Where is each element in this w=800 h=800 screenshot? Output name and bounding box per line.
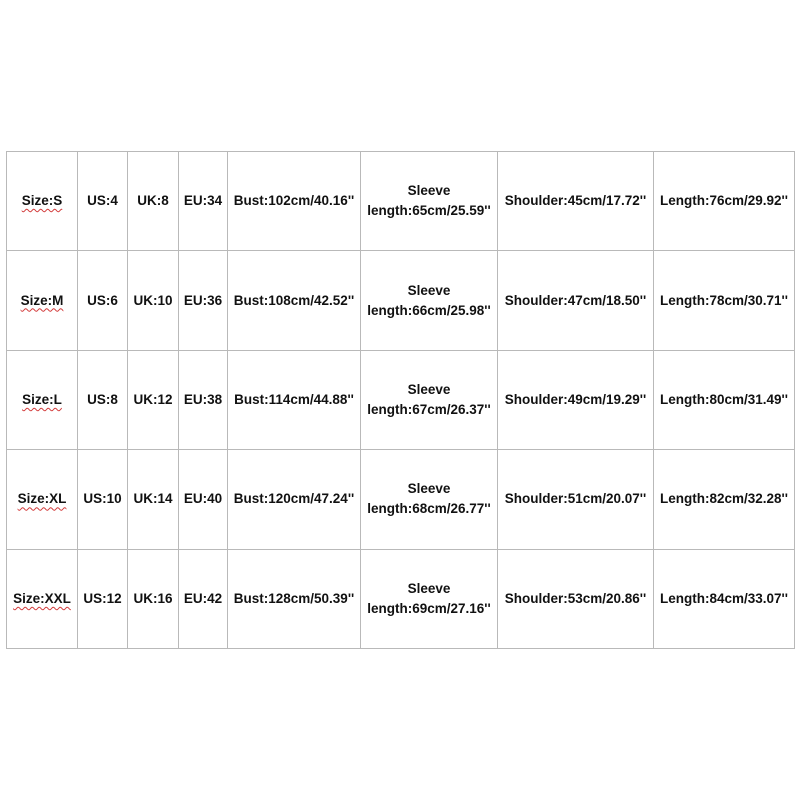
size-cell [7,549,78,648]
size-label: Size:M [20,292,64,308]
eu-size-cell: EU:34 [179,152,228,251]
sleeve-label: Sleeve [407,481,451,497]
size-cell [7,450,78,549]
us-size-cell: US:12 [78,549,128,648]
sleeve-value: length:69cm/27.16'' [367,600,491,616]
size-cell [7,350,78,449]
shoulder-cell: Shoulder:51cm/20.07'' [498,450,654,549]
shoulder-cell: Shoulder:53cm/20.86'' [498,549,654,648]
bust-cell: Bust:120cm/47.24'' [228,450,361,549]
size-label: Size:XXL [13,590,71,606]
eu-size-cell: EU:38 [179,350,228,449]
eu-size-cell: EU:40 [179,450,228,549]
size-chart-table [6,151,795,649]
sleeve-value: length:65cm/25.59'' [367,203,491,219]
length-cell: Length:78cm/30.71'' [654,251,795,350]
shoulder-cell: Shoulder:45cm/17.72'' [498,152,654,251]
sleeve-cell [361,350,498,449]
bust-cell: Bust:102cm/40.16'' [228,152,361,251]
eu-size-cell: EU:42 [179,549,228,648]
size-cell [7,251,78,350]
size-row-xxl [7,549,795,648]
uk-size-cell: UK:16 [128,549,179,648]
sleeve-label: Sleeve [407,183,451,199]
sleeve-value: length:68cm/26.77'' [367,501,491,517]
size-label: Size:L [22,391,62,407]
size-label: Size:XL [17,491,67,507]
sleeve-label: Sleeve [407,580,451,596]
length-cell: Length:76cm/29.92'' [654,152,795,251]
uk-size-cell: UK:14 [128,450,179,549]
length-cell: Length:84cm/33.07'' [654,549,795,648]
size-cell [7,152,78,251]
sleeve-value: length:66cm/25.98'' [367,302,491,318]
sleeve-label: Sleeve [407,381,451,397]
size-label: Size:S [21,193,63,209]
size-row-xl [7,450,795,549]
sleeve-cell [361,450,498,549]
sleeve-cell [361,152,498,251]
shoulder-cell: Shoulder:49cm/19.29'' [498,350,654,449]
sleeve-cell [361,549,498,648]
us-size-cell: US:8 [78,350,128,449]
uk-size-cell: UK:10 [128,251,179,350]
us-size-cell: US:10 [78,450,128,549]
size-row-m [7,251,795,350]
us-size-cell: US:6 [78,251,128,350]
bust-cell: Bust:114cm/44.88'' [228,350,361,449]
bust-cell: Bust:128cm/50.39'' [228,549,361,648]
sleeve-value: length:67cm/26.37'' [367,401,491,417]
size-row-l [7,350,795,449]
length-cell: Length:82cm/32.28'' [654,450,795,549]
size-row-s [7,152,795,251]
uk-size-cell: UK:12 [128,350,179,449]
sleeve-label: Sleeve [407,282,451,298]
bust-cell: Bust:108cm/42.52'' [228,251,361,350]
us-size-cell: US:4 [78,152,128,251]
sleeve-cell [361,251,498,350]
eu-size-cell: EU:36 [179,251,228,350]
length-cell: Length:80cm/31.49'' [654,350,795,449]
uk-size-cell: UK:8 [128,152,179,251]
shoulder-cell: Shoulder:47cm/18.50'' [498,251,654,350]
